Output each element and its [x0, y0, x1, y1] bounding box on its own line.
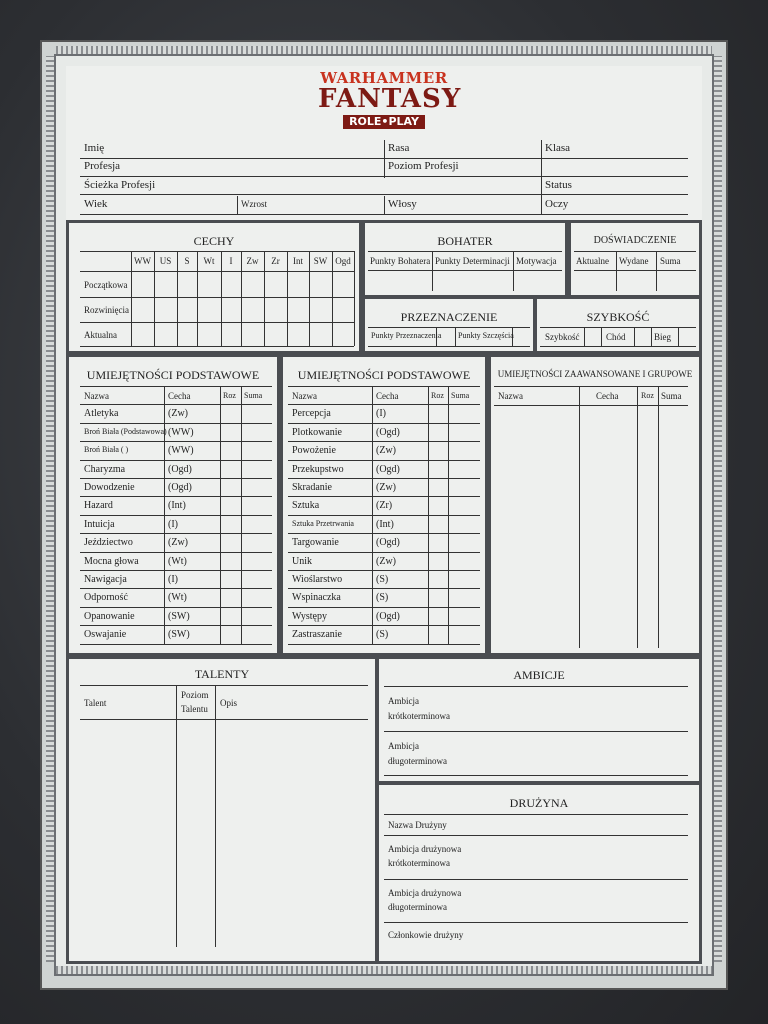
- rule: [80, 496, 272, 497]
- szybkosc-col-bieg: Bieg: [654, 332, 671, 342]
- skill-name[interactable]: Odporność: [84, 592, 128, 603]
- cechy-col-s: S: [184, 256, 190, 266]
- rule: [288, 570, 480, 571]
- field-klasa[interactable]: Klasa: [545, 142, 571, 154]
- rule: [288, 515, 480, 516]
- frame-rail-left: [46, 56, 54, 962]
- rule: [80, 423, 272, 424]
- skill-characteristic: (Ogd): [168, 482, 192, 493]
- rule: [288, 533, 480, 534]
- rule: [288, 644, 480, 645]
- skills2-col-roz: Roz: [431, 391, 444, 400]
- field-wiek[interactable]: Wiek: [84, 198, 108, 210]
- rule: [656, 251, 657, 291]
- frame-rail-bottom: [56, 966, 712, 974]
- advanced-skills-title: UMIEJĘTNOŚCI ZAAWANSOWANE I GRUPOWE: [497, 369, 693, 379]
- rule: [354, 251, 355, 346]
- rule: [80, 251, 354, 252]
- advanced-skills-col-nazwa: Nazwa: [498, 391, 523, 401]
- bohater-col-punkty-bohatera: Punkty Bohatera: [370, 256, 431, 266]
- druzyna-ambicja-krotko-label[interactable]: Ambicja drużynowa: [388, 844, 462, 854]
- doswiadczenie-col-suma: Suma: [660, 256, 681, 266]
- druzyna-czlonkowie-label[interactable]: Członkowie drużyny: [388, 930, 464, 940]
- rule: [80, 322, 354, 323]
- rule: [678, 327, 679, 346]
- druzyna-title: DRUŻYNA: [509, 796, 569, 810]
- field-poziom-profesji[interactable]: Poziom Profesji: [388, 160, 459, 172]
- rule: [288, 441, 480, 442]
- logo-line1: WARHAMMER: [320, 69, 448, 87]
- rule: [540, 327, 696, 328]
- rule: [384, 731, 688, 732]
- rule: [384, 196, 385, 214]
- bohater-col-punkty-determinacji: Punkty Determinacji: [435, 256, 510, 266]
- skill-characteristic: (I): [168, 574, 178, 585]
- skill-characteristic: (Zw): [376, 482, 396, 493]
- skill-name[interactable]: Charyzma: [84, 464, 126, 475]
- rule: [384, 922, 688, 923]
- skill-characteristic: (Ogd): [376, 537, 400, 548]
- skill-name[interactable]: Sztuka: [292, 500, 320, 511]
- cechy-row-label: Aktualna: [84, 330, 117, 340]
- skill-name[interactable]: Nawigacja: [84, 574, 127, 585]
- ambicja-dlugoterminowa-label-2: długoterminowa: [388, 756, 447, 766]
- skill-characteristic: (Wt): [168, 556, 187, 567]
- rule: [601, 327, 602, 346]
- rule: [634, 327, 635, 346]
- skill-characteristic: (Zw): [168, 408, 188, 419]
- field-status[interactable]: Status: [545, 179, 572, 191]
- rule: [616, 251, 617, 291]
- field-imie[interactable]: Imię: [84, 142, 105, 154]
- cechy-col-us: US: [159, 256, 172, 266]
- cechy-col-int: Int: [293, 256, 303, 266]
- field-sciezka-profesji[interactable]: Ścieżka Profesji: [84, 179, 156, 191]
- skill-name[interactable]: Występy: [292, 611, 327, 622]
- rule: [288, 404, 480, 405]
- rule: [384, 686, 688, 687]
- rule: [176, 685, 177, 947]
- talenty-col-poziom: Poziom: [181, 690, 209, 700]
- skill-name[interactable]: Sztuka Przetrwania: [292, 519, 354, 528]
- ambicja-krotkoterminowa-label-2: krótkoterminowa: [388, 711, 450, 721]
- field-oczy[interactable]: Oczy: [545, 198, 569, 210]
- skill-name[interactable]: Wspinaczka: [292, 592, 341, 603]
- rule: [80, 404, 272, 405]
- rule: [384, 835, 688, 836]
- rule: [574, 270, 696, 271]
- skill-characteristic: (Int): [376, 519, 394, 530]
- rule: [80, 552, 272, 553]
- rule: [579, 386, 580, 648]
- doswiadczenie-title: DOŚWIADCZENIE: [593, 235, 677, 246]
- skill-characteristic: (Zw): [168, 537, 188, 548]
- frame-rail-right: [714, 56, 722, 962]
- rule: [80, 271, 354, 272]
- skill-name[interactable]: Percepcja: [292, 408, 331, 419]
- rule: [288, 423, 480, 424]
- druzyna-ambicja-dlugo-label-2: długoterminowa: [388, 902, 447, 912]
- skill-characteristic: (Zr): [376, 500, 393, 511]
- skill-name[interactable]: Unik: [292, 556, 312, 567]
- skill-characteristic: (S): [376, 592, 389, 603]
- skill-name[interactable]: Atletyka: [84, 408, 119, 419]
- szybkosc-title: SZYBKOŚĆ: [586, 310, 650, 324]
- basic-skills-title-2: UMIEJĘTNOŚCI PODSTAWOWE: [297, 368, 471, 382]
- rule: [80, 570, 272, 571]
- rule: [584, 327, 585, 346]
- rule: [241, 386, 242, 644]
- rule: [455, 327, 456, 346]
- logo-line2: FANTASY: [318, 84, 462, 114]
- rule: [384, 140, 385, 178]
- skills2-col-suma: Suma: [451, 391, 470, 400]
- rule: [288, 496, 480, 497]
- skill-characteristic: (WW): [168, 427, 194, 438]
- skill-name[interactable]: Dowodzenie: [84, 482, 135, 493]
- skills1-col-suma: Suma: [244, 391, 263, 400]
- rule: [288, 386, 480, 387]
- rule: [80, 297, 354, 298]
- cechy-col-sw: SW: [313, 256, 328, 266]
- rule: [288, 607, 480, 608]
- rule: [288, 625, 480, 626]
- rule: [448, 386, 449, 644]
- rule: [658, 386, 659, 648]
- skill-name[interactable]: Plotkowanie: [292, 427, 342, 438]
- rule: [288, 552, 480, 553]
- logo-line3: ROLE•PLAY: [343, 115, 425, 129]
- advanced-skills-col-suma: Suma: [661, 391, 682, 401]
- szybkosc-col-chod: Chód: [606, 332, 626, 342]
- talenty-col-opis: Opis: [220, 698, 238, 708]
- rule: [288, 460, 480, 461]
- skill-name[interactable]: Mocna głowa: [84, 556, 139, 567]
- cechy-col-ww: WW: [134, 256, 151, 266]
- talenty-title: TALENTY: [194, 667, 250, 681]
- skill-characteristic: (I): [376, 408, 386, 419]
- skill-name[interactable]: Przekupstwo: [292, 464, 344, 475]
- ambicja-dlugoterminowa-label[interactable]: Ambicja: [388, 741, 419, 751]
- skills2-col-nazwa: Nazwa: [292, 391, 317, 401]
- rule: [368, 346, 530, 347]
- bohater-col-motywacja: Motywacja: [516, 256, 557, 266]
- rule: [80, 386, 272, 387]
- szybkosc-col-szybkosc: Szybkość: [545, 332, 580, 342]
- skill-characteristic: (Zw): [376, 445, 396, 456]
- skill-characteristic: (I): [168, 519, 178, 530]
- field-wlosy[interactable]: Włosy: [388, 198, 417, 210]
- skill-characteristic: (Ogd): [376, 464, 400, 475]
- skill-characteristic: (Int): [168, 500, 186, 511]
- rule: [80, 478, 272, 479]
- przeznaczenie-col-punkty-szczescia: Punkty Szczęścia: [458, 331, 514, 340]
- rule: [80, 346, 354, 347]
- przeznaczenie-col-punkty-przeznaczenia: Punkty Przeznaczenia: [371, 331, 442, 340]
- rule: [540, 346, 696, 347]
- rule: [384, 814, 688, 815]
- skill-name[interactable]: Jeździectwo: [84, 537, 133, 548]
- field-wzrost[interactable]: Wzrost: [241, 199, 267, 209]
- skill-name[interactable]: Powożenie: [292, 445, 336, 456]
- cechy-row-label: Początkowa: [84, 280, 128, 290]
- skill-name[interactable]: Broń Biała (Podstawowa): [84, 427, 167, 436]
- advanced-skills-col-cecha: Cecha: [596, 391, 619, 401]
- basic-skills-title-1: UMIEJĘTNOŚCI PODSTAWOWE: [86, 368, 260, 382]
- skills1-col-nazwa: Nazwa: [84, 391, 109, 401]
- rule: [513, 251, 514, 291]
- skill-characteristic: (S): [376, 629, 389, 640]
- talenty-col-poziom-2: Talentu: [181, 704, 208, 714]
- rule: [80, 533, 272, 534]
- ambicja-krotkoterminowa-label[interactable]: Ambicja: [388, 696, 419, 706]
- rule: [384, 775, 688, 776]
- druzyna-ambicja-krotko-label-2: krótkoterminowa: [388, 858, 450, 868]
- rule: [80, 214, 688, 215]
- cechy-col-zr: Zr: [271, 256, 280, 266]
- skill-name[interactable]: Targowanie: [292, 537, 339, 548]
- rule: [215, 685, 216, 947]
- bohater-title: BOHATER: [437, 234, 493, 248]
- rule: [80, 460, 272, 461]
- rule: [288, 588, 480, 589]
- talenty-col-talent: Talent: [84, 698, 107, 708]
- skill-name[interactable]: Intuicja: [84, 519, 115, 530]
- rule: [288, 478, 480, 479]
- skill-name[interactable]: Broń Biała ( ): [84, 445, 129, 454]
- rule: [80, 625, 272, 626]
- rule: [372, 386, 373, 644]
- skill-characteristic: (Zw): [376, 556, 396, 567]
- cechy-row-label: Rozwinięcia: [84, 305, 129, 315]
- cechy-col-zw: Zw: [246, 256, 259, 266]
- rule: [428, 386, 429, 644]
- rule: [80, 588, 272, 589]
- rule: [574, 251, 696, 252]
- skill-name[interactable]: Skradanie: [292, 482, 332, 493]
- rule: [80, 515, 272, 516]
- cechy-col-wt: Wt: [203, 256, 215, 266]
- advanced-skills-col-roz: Roz: [641, 391, 654, 400]
- rule: [368, 270, 562, 271]
- rule: [80, 685, 368, 686]
- rule: [80, 719, 368, 720]
- skill-characteristic: (Ogd): [168, 464, 192, 475]
- skill-name[interactable]: Opanowanie: [84, 611, 135, 622]
- skill-characteristic: (SW): [168, 611, 190, 622]
- rule: [637, 386, 638, 648]
- skill-characteristic: (SW): [168, 629, 190, 640]
- rule: [164, 386, 165, 644]
- rule: [237, 196, 238, 214]
- rule: [80, 194, 688, 195]
- rule: [651, 327, 652, 346]
- skills1-col-roz: Roz: [223, 391, 236, 400]
- rule: [432, 251, 433, 291]
- skill-characteristic: (WW): [168, 445, 194, 456]
- doswiadczenie-col-aktualne: Aktualne: [576, 256, 609, 266]
- rule: [80, 607, 272, 608]
- przeznaczenie-title: PRZEZNACZENIE: [400, 310, 498, 324]
- skill-name[interactable]: Hazard: [84, 500, 113, 511]
- rule: [384, 879, 688, 880]
- rule: [220, 386, 221, 644]
- skill-characteristic: (Ogd): [376, 611, 400, 622]
- skills1-col-cecha: Cecha: [168, 391, 191, 401]
- doswiadczenie-col-wydane: Wydane: [619, 256, 649, 266]
- skill-name[interactable]: Zastraszanie: [292, 629, 342, 640]
- field-profesja[interactable]: Profesja: [84, 160, 121, 172]
- rule: [368, 327, 530, 328]
- druzyna-ambicja-dlugo-label[interactable]: Ambicja drużynowa: [388, 888, 462, 898]
- druzyna-nazwa-label[interactable]: Nazwa Drużyny: [388, 820, 447, 830]
- field-rasa[interactable]: Rasa: [388, 142, 410, 154]
- skill-characteristic: (Wt): [168, 592, 187, 603]
- skills2-col-cecha: Cecha: [376, 391, 399, 401]
- skill-name[interactable]: Wioślarstwo: [292, 574, 343, 585]
- skill-name[interactable]: Oswajanie: [84, 629, 127, 640]
- game-logo: [318, 69, 462, 134]
- cechy-col-ogd: Ogd: [335, 256, 351, 266]
- rule: [541, 140, 542, 214]
- skill-characteristic: (Ogd): [376, 427, 400, 438]
- rule: [368, 251, 562, 252]
- rule: [80, 644, 272, 645]
- frame-rail-top: [56, 46, 712, 54]
- skill-characteristic: (S): [376, 574, 389, 585]
- rule: [80, 441, 272, 442]
- cechy-title: CECHY: [193, 234, 235, 248]
- ambicje-title: AMBICJE: [513, 668, 565, 682]
- cechy-col-i: I: [229, 256, 233, 266]
